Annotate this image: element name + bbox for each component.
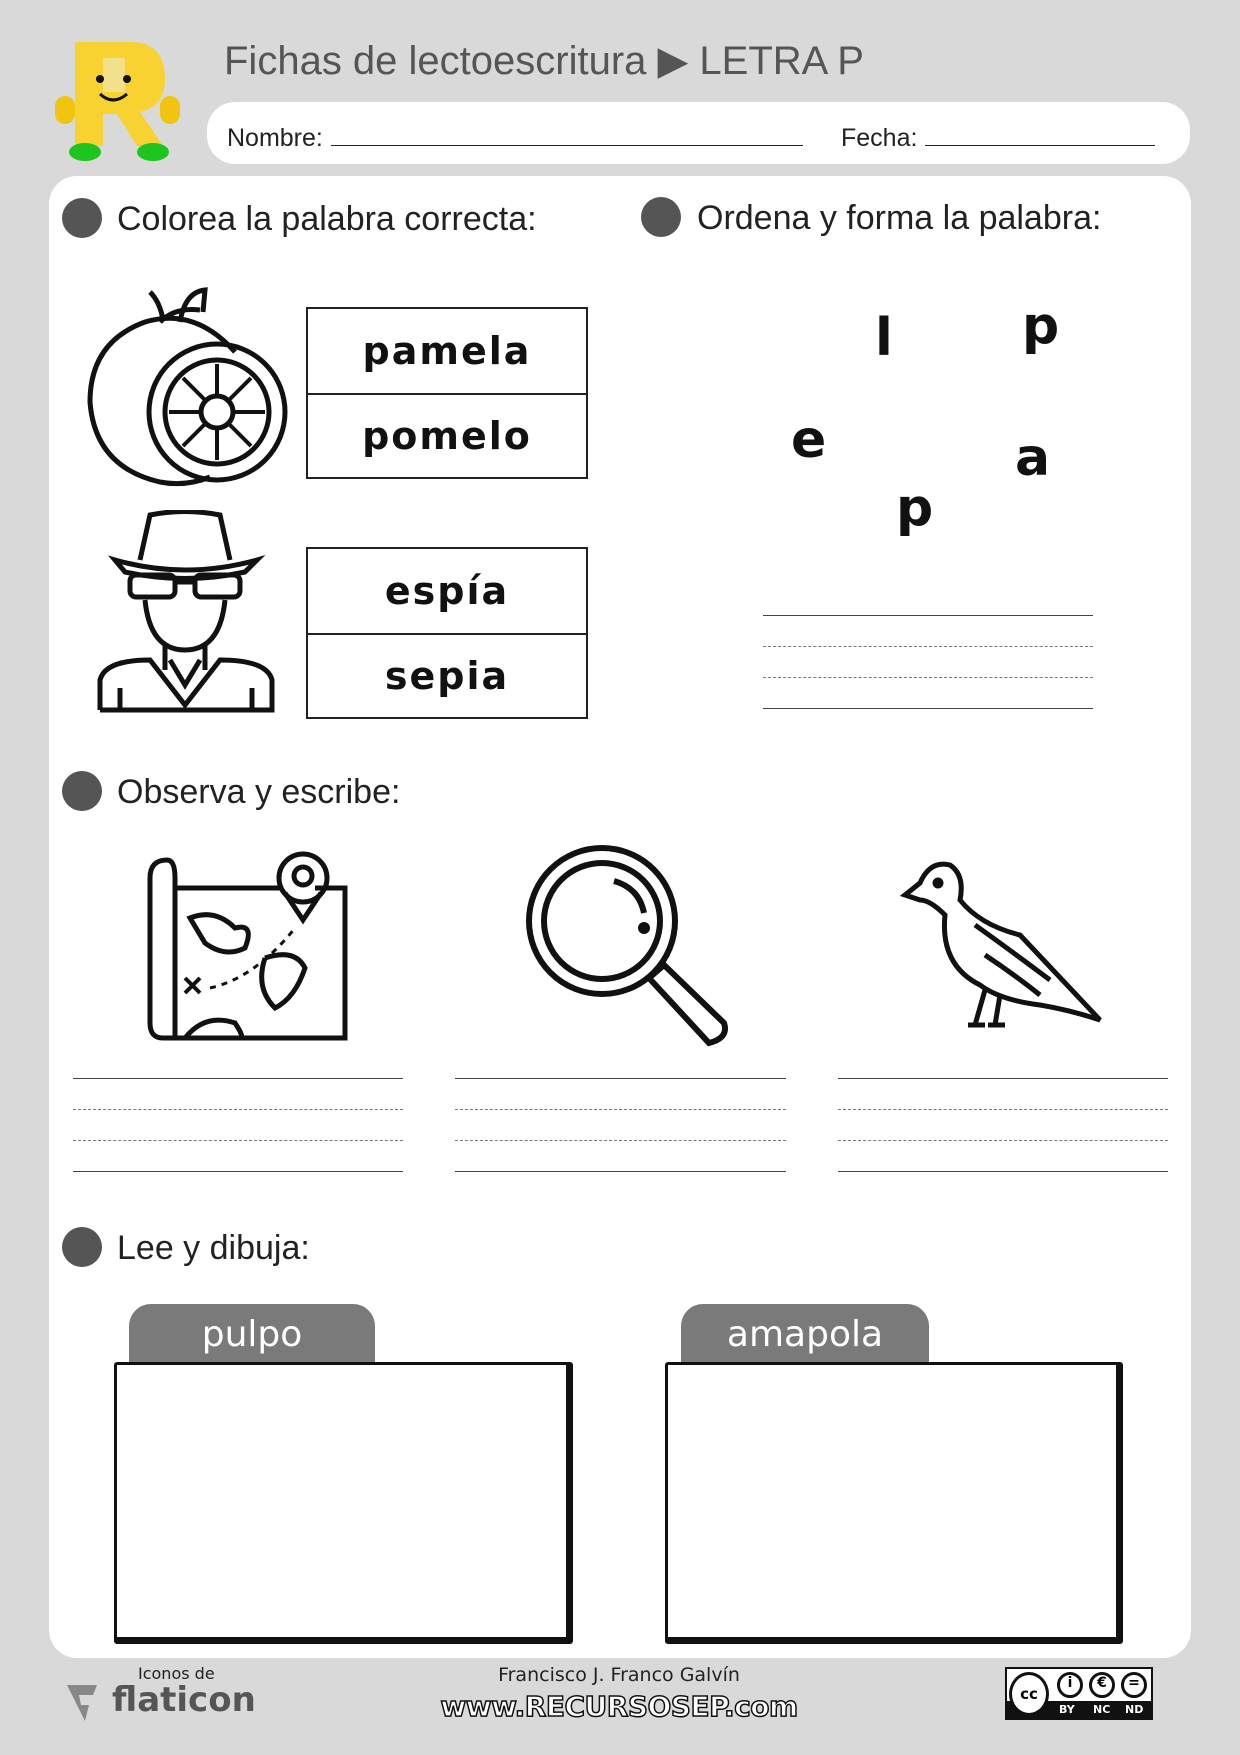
word-option[interactable]: pamela (362, 329, 532, 373)
nd-icon: = (1121, 1672, 1147, 1698)
student-info-box (207, 102, 1190, 164)
icons-credit: Iconos de (138, 1664, 215, 1683)
by-icon: i (1057, 1672, 1083, 1698)
bullet-icon (62, 771, 102, 811)
bullet-icon (62, 198, 102, 238)
name-label: Nombre: (227, 124, 323, 152)
word-tab: amapola (681, 1304, 929, 1364)
scrambled-letter: l (875, 308, 893, 368)
word-choice-group (306, 547, 588, 719)
license-nd: ND (1125, 1703, 1144, 1716)
writing-lines[interactable] (763, 615, 1093, 709)
scrambled-letter: p (1022, 296, 1060, 356)
word-option[interactable]: espía (384, 569, 510, 613)
map-icon (145, 848, 350, 1047)
word-option[interactable]: pomelo (308, 393, 586, 477)
mascot-logo (45, 34, 190, 162)
cc-icon: cc (1009, 1672, 1049, 1716)
word-choice-group (306, 307, 588, 479)
spy-icon (95, 510, 277, 719)
drawing-area[interactable] (114, 1362, 573, 1644)
scrambled-letter: p (896, 478, 934, 538)
name-field[interactable] (227, 124, 803, 153)
pigeon-icon (900, 855, 1105, 1039)
website-link[interactable]: www.RECURSOSEP.com (440, 1690, 798, 1723)
section-heading-color: Colorea la palabra correcta: (117, 200, 537, 238)
date-field[interactable] (841, 124, 1155, 153)
grapefruit-icon (85, 282, 290, 491)
author-name: Francisco J. Franco Galvín (498, 1664, 740, 1686)
flaticon-logo: flaticon (112, 1680, 256, 1720)
writing-lines[interactable] (838, 1078, 1168, 1172)
writing-lines[interactable] (73, 1078, 403, 1172)
section-heading-draw: Lee y dibuja: (117, 1229, 310, 1267)
license-nc: NC (1093, 1703, 1111, 1716)
word-option[interactable]: sepia (308, 633, 586, 717)
date-label: Fecha: (841, 124, 918, 152)
scrambled-letter: a (1015, 428, 1051, 488)
writing-lines[interactable] (455, 1078, 786, 1172)
nc-icon: € (1089, 1672, 1115, 1698)
drawing-area[interactable] (665, 1362, 1123, 1644)
page-title: Fichas de lectoescritura ▶ LETRA P (224, 39, 864, 83)
scrambled-letter: e (791, 410, 827, 470)
license-by: BY (1059, 1703, 1075, 1716)
bullet-icon (641, 197, 681, 237)
magnifier-icon (524, 843, 729, 1052)
bullet-icon (62, 1227, 102, 1267)
flaticon-logo-icon (67, 1685, 97, 1721)
section-heading-order: Ordena y forma la palabra: (697, 199, 1102, 237)
section-heading-observe: Observa y escribe: (117, 773, 401, 811)
word-tab: pulpo (129, 1304, 375, 1364)
cc-license-badge[interactable] (1005, 1667, 1153, 1720)
